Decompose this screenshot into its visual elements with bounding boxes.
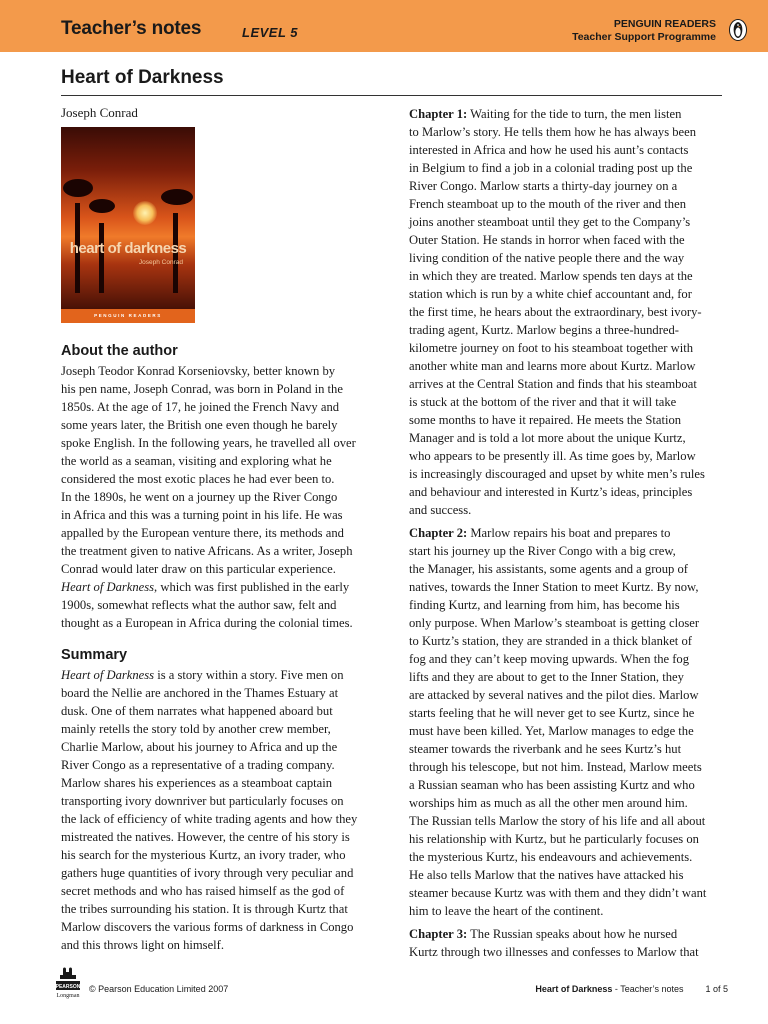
text-fragment: Waiting for the tide to turn, the men listen xyxy=(467,107,682,121)
text-line: starts feeling that he will never get to see Kurtz, since he xyxy=(409,706,695,720)
text-line: the tribes surrounding his station. It is through Kurtz that xyxy=(61,902,348,916)
text-line: transporting ivory downriver but particularly focuses on xyxy=(61,794,344,808)
text-line: a Russian seaman who has been assisting Kurtz and who xyxy=(409,778,695,792)
text-line: the mysterious Kurtz, his endeavours and achievements. xyxy=(409,850,693,864)
text-line: Marlow discovers the various forms of darkness in Congo xyxy=(61,920,354,934)
svg-text:Longman: Longman xyxy=(56,993,80,999)
text-line: to Kurtz’s station, they are stranded in a thick blanket of xyxy=(409,634,692,648)
text-line: his pen name, Joseph Conrad, was born in Poland in the xyxy=(61,382,343,396)
header-title: Teacher’s notes xyxy=(61,18,202,39)
cover-publisher-band: PENGUIN READERS xyxy=(61,309,195,323)
cover-sun xyxy=(133,201,157,225)
text-fragment: , which was first published in the early xyxy=(154,580,350,594)
header-level: LEVEL 5 xyxy=(242,25,299,40)
text-line: living condition of the native people there and the way xyxy=(409,251,685,265)
brand-line-2: Teacher Support Programme xyxy=(572,31,716,43)
text-line: worships him as much as all the other men around him. xyxy=(409,796,688,810)
footer-copyright: © Pearson Education Limited 2007 xyxy=(89,984,229,994)
text-line: gathers huge quantities of ivory through very peculiar and xyxy=(61,866,354,880)
text-line: through his telescope, but not him. Instead, Marlow meets xyxy=(409,760,702,774)
text-line: and this throws light on himself. xyxy=(61,938,225,952)
about-heading: About the author xyxy=(61,343,178,359)
text-line: Joseph Teodor Konrad Korseniovsky, better known by xyxy=(61,364,336,378)
book-cover-image xyxy=(61,127,195,323)
text-fragment: is a story within a story. Five men on xyxy=(154,668,344,682)
text-line: and success. xyxy=(409,503,472,517)
text-line: In the 1890s, he went on a journey up the River Congo xyxy=(61,490,338,504)
chapter-2-label: Chapter 2: xyxy=(409,526,468,540)
text-line: in Belgium to find a job in a colonial trading post up the xyxy=(409,161,693,175)
text-line: fog and they can’t keep moving upwards. When the fog xyxy=(409,652,690,666)
text-line: board the Nellie are anchored in the Thames Estuary at xyxy=(61,686,339,700)
text-line: dusk. One of them narrates what happened aboard but xyxy=(61,704,333,718)
chapter-3-label: Chapter 3: xyxy=(409,927,468,941)
text-line: the first time, he hears about the extraordinary, best ivory- xyxy=(409,305,702,319)
text-line: arrives at the Central Station and finds that his steamboat xyxy=(409,377,697,391)
svg-text:PEARSON: PEARSON xyxy=(55,984,81,990)
footer-doc-suffix: - Teacher’s notes xyxy=(612,984,684,994)
text-line: appalled by the European venture there, its methods and xyxy=(61,526,344,540)
text-line xyxy=(61,578,371,596)
text-line: spoke English. In the following years, he travelled all over xyxy=(61,436,356,450)
footer-doc-title: Heart of Darkness xyxy=(535,984,613,994)
chapter-1-first-line xyxy=(409,105,725,123)
text-line: steamer towards the riverbank and he sees Kurtz’s hut xyxy=(409,742,682,756)
text-line: Manager and is told a lot more about the unique Kurtz, xyxy=(409,431,686,445)
text-line: the lack of efficiency of white trading agents and how they xyxy=(61,812,358,826)
text-line: some years later, the British one even though he barely xyxy=(61,418,338,432)
text-line: joins another steamboat until they get to the Company’s xyxy=(409,215,691,229)
text-line: steamer because Kurtz was with them and they didn’t want xyxy=(409,886,707,900)
text-line: his search for the mysterious Kurtz, an ivory trader, who xyxy=(61,848,346,862)
text-line xyxy=(61,666,371,684)
text-line: must have been killed. Yet, Marlow manages to edge the xyxy=(409,724,694,738)
text-line: the treatment given to native Africans. As a writer, Joseph xyxy=(61,544,353,558)
text-line: French steamboat up to the mouth of the river and then xyxy=(409,197,686,211)
text-line: mistreated the natives. However, the centre of his story is xyxy=(61,830,350,844)
text-line: his relationship with Kurtz, but he particularly focuses on xyxy=(409,832,699,846)
footer-page-info xyxy=(535,984,728,994)
text-line: and behaviour and interested in Kurtz’s ideas, principles xyxy=(409,485,693,499)
text-line: River Congo. Marlow starts a thirty-day journey on a xyxy=(409,179,678,193)
text-line: trading agent, Kurtz. Marlow begins a three-hundred- xyxy=(409,323,679,337)
text-line: only purpose. When Marlow’s steamboat is getting closer xyxy=(409,616,700,630)
text-line: Kurtz through two illnesses and confesses to Marlow that xyxy=(409,945,699,959)
text-line: The Russian tells Marlow the story of his life and all about xyxy=(409,814,706,828)
text-line: natives, towards the Inner Station to meet Kurtz. By now, xyxy=(409,580,699,594)
pearson-longman-logo-icon xyxy=(54,966,82,1002)
text-line: 1900s, somewhat reflects what the author saw, felt and xyxy=(61,598,337,612)
text-line: some months to have it repaired. He meets the Station xyxy=(409,413,682,427)
text-line: in Africa and this was a turning point in his life. He was xyxy=(61,508,343,522)
text-line: in which they are treated. Marlow spends ten days at the xyxy=(409,269,693,283)
text-line: considered the most exotic places he had ever been to. xyxy=(61,472,335,486)
header-brand xyxy=(572,18,716,44)
book-title-italic: Heart of Darkness xyxy=(61,668,155,682)
text-line: station which is run by a white chief accountant and, for xyxy=(409,287,692,301)
text-line: who appears to be presently ill. As time goes by, Marlow xyxy=(409,449,696,463)
text-line: is stuck at the bottom of the river and that it will take xyxy=(409,395,677,409)
text-line: secret methods and who has raised himself as the god of xyxy=(61,884,345,898)
text-line: 1850s. At the age of 17, he joined the French Navy and xyxy=(61,400,340,414)
text-line: finding Kurtz, and learning from him, has become his xyxy=(409,598,680,612)
text-line: mainly retells the story told by another crew member, xyxy=(61,722,331,736)
text-line: are attacked by several natives and the pilot dies. Marlow xyxy=(409,688,699,702)
cover-title: heart of darkness xyxy=(69,240,187,257)
text-line: the Manager, his assistants, some agents and a group of xyxy=(409,562,688,576)
cover-author: Joseph Conrad xyxy=(138,259,183,266)
text-line: kilometre journey on foot to his steamboat together with xyxy=(409,341,693,355)
brand-line-1: PENGUIN READERS xyxy=(613,18,716,30)
chapters-text xyxy=(409,105,725,961)
cover-foliage xyxy=(63,179,93,197)
about-text xyxy=(61,362,371,632)
chapter-2-first-line xyxy=(409,524,725,542)
text-line: thought as a European in Africa during the colonial times. xyxy=(61,616,353,630)
document-title: Heart of Darkness xyxy=(61,67,224,88)
text-line: Outer Station. He stands in horror when faced with the xyxy=(409,233,685,247)
text-line: start his journey up the River Congo with a big crew, xyxy=(409,544,676,558)
text-fragment: The Russian speaks about how he nursed xyxy=(467,927,678,941)
cover-tree xyxy=(99,223,104,293)
text-line: another white man and learns more about Kurtz. Marlow xyxy=(409,359,696,373)
text-line: Marlow shares his experiences as a steamboat captain xyxy=(61,776,333,790)
document-author: Joseph Conrad xyxy=(61,105,138,120)
text-line: Conrad would later draw on this particular experience. xyxy=(61,562,336,576)
text-line: River Congo as a representative of a trading company. xyxy=(61,758,335,772)
text-line: He also tells Marlow that the natives have attacked his xyxy=(409,868,684,882)
cover-foliage xyxy=(161,189,193,205)
text-line: him to leave the heart of the continent. xyxy=(409,904,604,918)
text-line: interested in Africa and how he used his aunt’s contacts xyxy=(409,143,689,157)
footer-page-number: 1 of 5 xyxy=(705,984,728,994)
text-line: the world as a seaman, visiting and exploring what he xyxy=(61,454,332,468)
cover-foliage xyxy=(89,199,115,213)
chapter-3-first-line xyxy=(409,925,725,943)
penguin-icon xyxy=(729,19,747,41)
text-line: Charlie Marlow, about his journey to Africa and up the xyxy=(61,740,338,754)
chapter-1-label: Chapter 1: xyxy=(409,107,468,121)
text-fragment: Marlow repairs his boat and prepares to xyxy=(467,526,671,540)
text-line: to Marlow’s story. He tells them how he has always been xyxy=(409,125,697,139)
summary-text xyxy=(61,666,371,954)
summary-heading: Summary xyxy=(61,647,128,663)
text-line: is increasingly discouraged and upset by white men’s rules xyxy=(409,467,705,481)
text-line: lifts and they are about to get to the Inner Station, they xyxy=(409,670,684,684)
book-title-italic: Heart of Darkness xyxy=(61,580,155,594)
title-divider xyxy=(61,95,722,96)
